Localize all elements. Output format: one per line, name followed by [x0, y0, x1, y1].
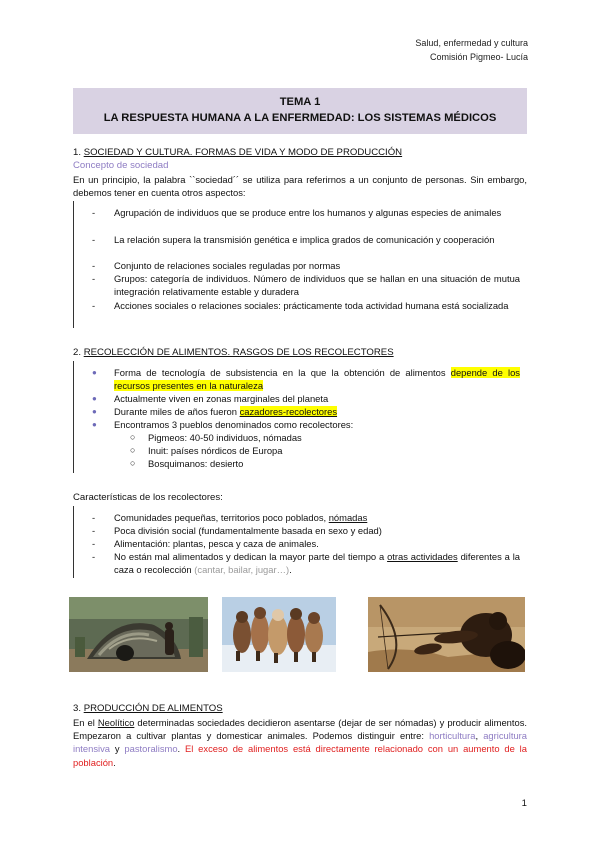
page-number: 1: [521, 798, 527, 809]
photo-pygmy-hut: [69, 597, 208, 672]
section1-intro: En un principio, la palabra ``sociedad´´ se utiliza para referirnos a un conjunto de personas. Sin embargo, debemos tener en cuenta otros aspectos:: [73, 174, 527, 199]
circle-marker: ○: [130, 445, 136, 455]
bullet-item: Actualmente viven en zonas marginales del planeta: [114, 393, 329, 404]
list-item: Agrupación de individuos que se produce entre los humanos y algunas especies de animales: [114, 207, 502, 218]
dash-marker: -: [92, 525, 96, 536]
bullet-item: Durante miles de años fueron cazadores-recolectores: [114, 406, 338, 417]
running-header: [415, 36, 528, 64]
title-topic: TEMA 1: [279, 96, 321, 108]
bullet-dot: ●: [92, 394, 97, 403]
sub-list-item: Pigmeos: 40-50 individuos, nómadas: [148, 432, 302, 443]
sub-list-item: Inuit: países nórdicos de Europa: [148, 445, 283, 456]
title-box: [73, 88, 527, 134]
section1-subheading: Concepto de sociedad: [73, 160, 169, 171]
list-item: Alimentación: plantas, pesca y caza de animales.: [114, 538, 319, 549]
dash-marker: -: [92, 207, 96, 218]
photo-inuit-group: [222, 597, 336, 672]
list-item: La relación supera la transmisión genética e implica grados de comunicación y cooperación: [114, 234, 495, 245]
circle-marker: ○: [130, 458, 136, 468]
section1-left-bar: [73, 201, 74, 328]
header-author: Comisión Pigmeo- Lucía: [429, 52, 528, 62]
bushmen-hunters-image: [368, 597, 525, 672]
dash-marker: -: [92, 234, 96, 245]
characteristics-title: Características de los recolectores:: [73, 492, 223, 503]
list-item: Conjunto de relaciones sociales reguladas por normas: [114, 260, 341, 271]
section3-heading: 3. PRODUCCIÓN DE ALIMENTOS: [73, 703, 223, 714]
characteristics-left-bar: [73, 506, 74, 578]
dash-marker: -: [92, 512, 96, 523]
dash-marker: -: [92, 551, 96, 562]
bullet-item: Encontramos 3 pueblos denominados como recolectores:: [114, 419, 354, 430]
pygmy-hut-image: [69, 597, 208, 672]
dash-marker: -: [92, 538, 96, 549]
inuit-group-image: [222, 597, 336, 672]
dash-marker: -: [92, 273, 96, 284]
dash-marker: -: [92, 260, 96, 271]
section3-paragraph: En el Neolítico determinadas sociedades decidieron asentarse (dejar de ser nómadas) y producir alimentos. Empezaron a cultivar plantas y domesticar animales. Podemos distinguir entre: horticultura, agricultura intensiva y pastoralismo. El exceso de alimentos está directamente relacionado con un aumento de la población.: [73, 717, 527, 768]
dash-marker: -: [92, 300, 96, 311]
bullet-dot: ●: [92, 407, 97, 416]
list-item: Comunidades pequeñas, territorios poco poblados, nómadas: [114, 512, 368, 523]
section2-heading: 2. RECOLECCIÓN DE ALIMENTOS. RASGOS DE LOS RECOLECTORES: [73, 347, 394, 358]
bullet-dot: ●: [92, 368, 97, 377]
list-item: Acciones sociales o relaciones sociales: prácticamente toda actividad humana está socializada: [114, 300, 509, 311]
section2-left-bar: [73, 361, 74, 473]
list-item: Grupos: categoría de individuos. Número de individuos que se hallan en una situación de mutua integración relativamente estable y duradera: [114, 273, 520, 298]
list-item: No están mal alimentados y dedican la mayor parte del tiempo a otras actividades diferentes a la caza o recolección (cantar, bailar, jugar…).: [114, 551, 521, 576]
title-main: LA RESPUESTA HUMANA A LA ENFERMEDAD: LOS SISTEMAS MÉDICOS: [103, 111, 497, 124]
photo-bushmen-hunters: [368, 597, 525, 672]
bullet-item: Forma de tecnología de subsistencia en la que la obtención de alimentos depende de los recursos presentes en la naturaleza: [114, 367, 520, 392]
circle-marker: ○: [130, 432, 136, 442]
bullet-dot: ●: [92, 420, 97, 429]
header-course: Salud, enfermedad y cultura: [415, 38, 528, 48]
list-item: Poca división social (fundamentalmente basada en sexo y edad): [114, 525, 382, 536]
section1-heading: 1. SOCIEDAD Y CULTURA. FORMAS DE VIDA Y MODO DE PRODUCCIÓN: [73, 147, 403, 158]
sub-list-item: Bosquimanos: desierto: [148, 458, 244, 469]
